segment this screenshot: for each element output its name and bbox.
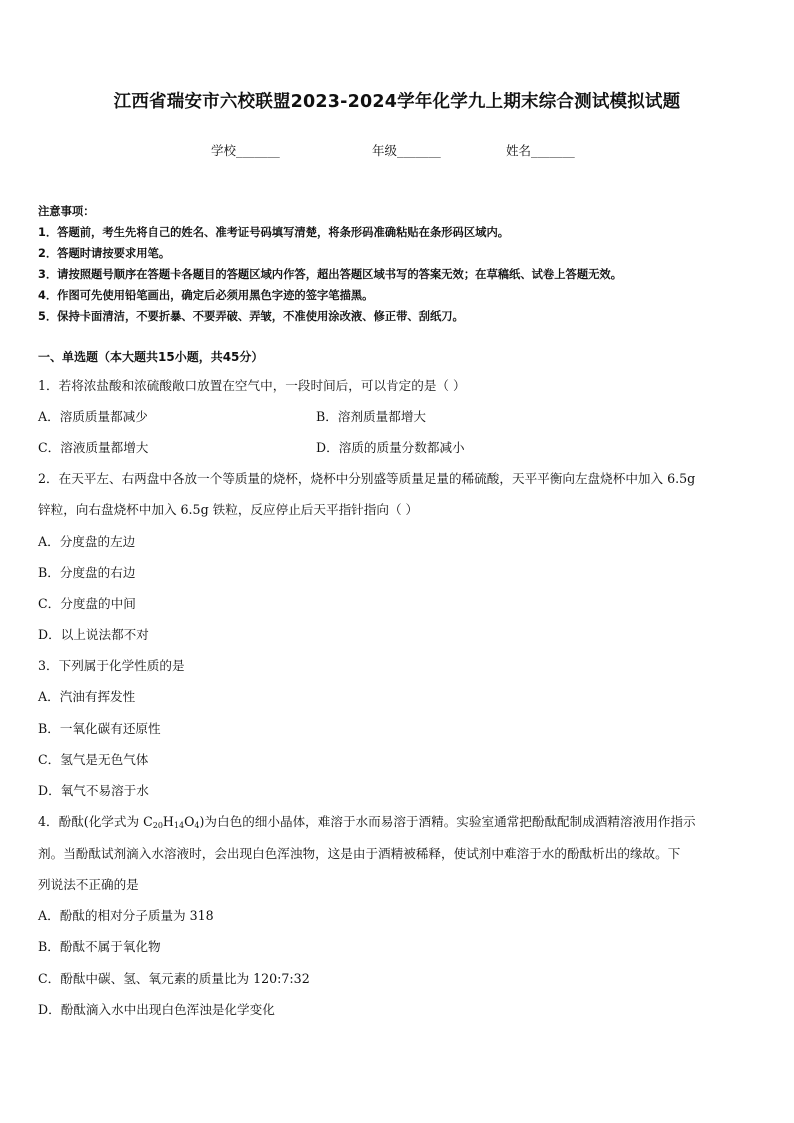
page-title: 江西省瑞安市六校联盟2023-2024学年化学九上期末综合测试模拟试题 [113,92,681,112]
option-b[interactable]: B．分度盘的右边 [38,565,136,580]
option-c[interactable]: C．酚酞中碳、氢、氧元素的质量比为 120:7:32 [38,971,310,986]
question-stem: 3．下列属于化学性质的是 [38,658,185,673]
school-field[interactable]: 学校_______ [211,143,280,158]
option-b[interactable]: B．一氧化碳有还原性 [38,721,161,736]
option-d[interactable]: D．溶质的质量分数都减小 [316,440,465,455]
question-stem: 4．酚酞(化学式为 $C_{20}H_{14}O_4$)为白色的细小晶体，难溶于水而易溶于酒精。实验室通常把酚酞配制成酒精溶液用作指示 [38,814,696,830]
option-a[interactable]: A．溶质质量都减少 [38,409,148,424]
notice-item: 4．作图可先使用铅笔画出，确定后必须用黑色字迹的签字笔描黑。 [38,289,374,302]
option-c[interactable]: C．溶液质量都增大 [38,440,149,455]
notice-item: 5．保持卡面清洁，不要折暴、不要弄破、弄皱，不准使用涂改液、修正带、刮纸刀。 [38,310,464,323]
question-stem: 1．若将浓盐酸和浓硫酸敞口放置在空气中，一段时间后，可以肯定的是（ ） [38,378,466,393]
option-a[interactable]: A．汽油有挥发性 [38,689,136,704]
question-stem: 2．在天平左、右两盘中各放一个等质量的烧杯，烧杯中分别盛等质量足量的稀硫酸，天平平衡向左盘烧杯中加入 6.5g [38,471,696,486]
option-a[interactable]: A．酚酞的相对分子质量为 318 [38,908,214,923]
option-c[interactable]: C．氢气是无色气体 [38,752,149,767]
section-heading: 一、单选题（本大题共15小题，共45分） [38,350,264,364]
option-b[interactable]: B．溶剂质量都增大 [316,409,427,424]
student-info-row [0,141,794,161]
question-stem: 锌粒，向右盘烧杯中加入 6.5g 铁粒，反应停止后天平指针指向（ ） [38,502,419,517]
option-a[interactable]: A．分度盘的左边 [38,534,136,549]
question-stem: 剂。当酚酞试剂滴入水溶液时，会出现白色浑浊物，这是由于酒精被稀释，使试剂中难溶于水的酚酞析出的缘故。下 [38,846,681,861]
option-d[interactable]: D．以上说法都不对 [38,627,149,642]
option-d[interactable]: D．氧气不易溶于水 [38,783,149,798]
notice-item: 2．答题时请按要求用笔。 [38,247,171,260]
notice-heading: 注意事项： [38,205,95,218]
name-field[interactable]: 姓名_______ [506,143,575,158]
notice-item: 3．请按照题号顺序在答题卡各题目的答题区域内作答，超出答题区域书写的答案无效；在草稿纸、试卷上答题无效。 [38,268,623,281]
option-c[interactable]: C．分度盘的中间 [38,596,136,611]
option-b[interactable]: B．酚酞不属于氧化物 [38,939,161,954]
option-d[interactable]: D．酚酞滴入水中出现白色浑浊是化学变化 [38,1002,275,1017]
notice-item: 1．答题前，考生先将自己的姓名、准考证号码填写清楚，将条形码准确粘贴在条形码区域内。 [38,226,510,239]
question-stem: 列说法不正确的是 [38,877,139,892]
grade-field[interactable]: 年级_______ [372,143,441,158]
